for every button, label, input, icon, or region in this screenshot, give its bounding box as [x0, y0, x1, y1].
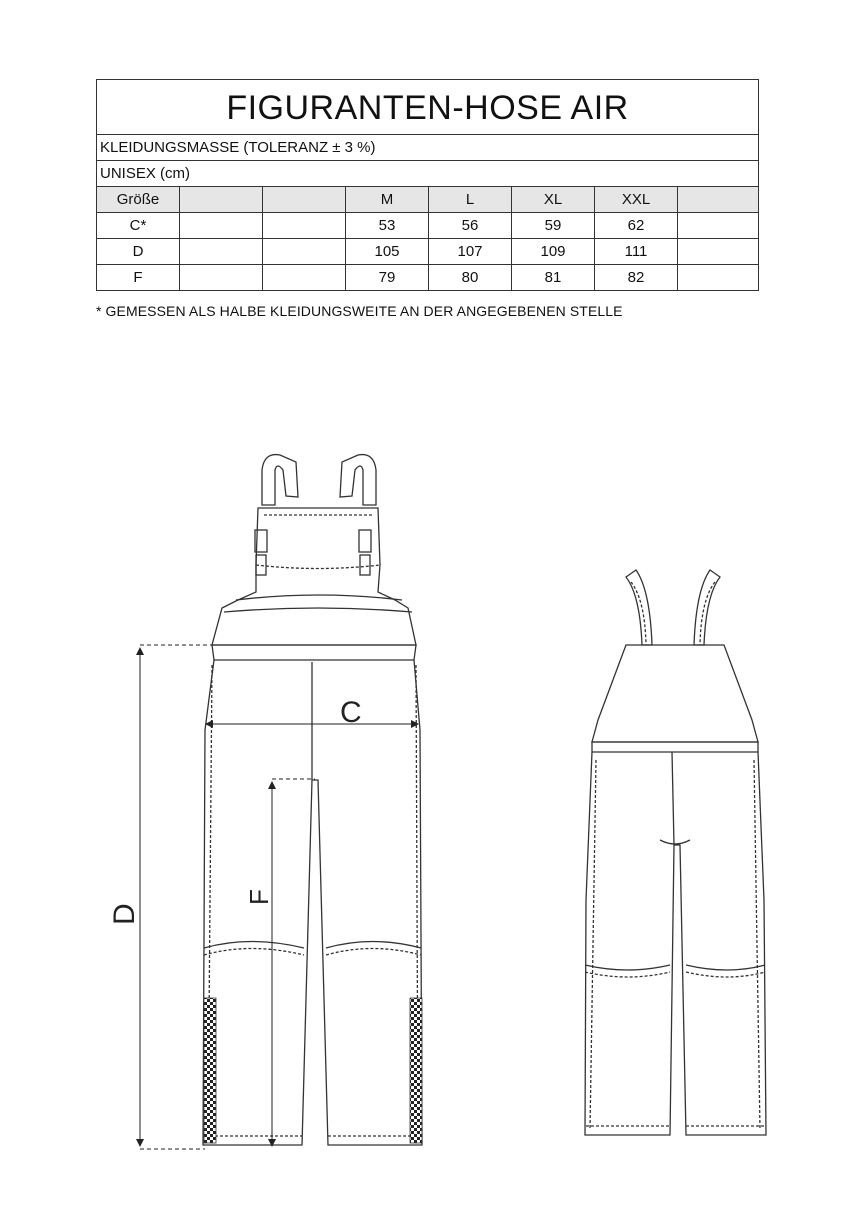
- knee-panels: [204, 942, 421, 949]
- front-view-overalls: [203, 455, 422, 1145]
- label-f: F: [244, 889, 274, 905]
- left-reflective-strip: [204, 998, 216, 1143]
- table-cell: 53: [346, 213, 429, 239]
- header-cell: XXL: [595, 187, 678, 213]
- dimension-lines: [140, 645, 418, 1149]
- header-cell: L: [429, 187, 512, 213]
- table-cell: 56: [429, 213, 512, 239]
- header-cell: M: [346, 187, 429, 213]
- right-reflective-strip: [410, 998, 422, 1143]
- table-cell: 81: [512, 265, 595, 291]
- left-strap: [262, 455, 298, 505]
- waistband: [212, 645, 416, 660]
- row-label: D: [97, 239, 180, 265]
- table-cell: 107: [429, 239, 512, 265]
- back-legs: [585, 752, 766, 1135]
- tolerance-line: KLEIDUNGSMASSE (TOLERANZ ± 3 %): [97, 135, 759, 161]
- bib-panel: [212, 508, 416, 645]
- back-straps: [626, 570, 720, 645]
- table-cell: 82: [595, 265, 678, 291]
- table-cell: 105: [346, 239, 429, 265]
- back-bib: [592, 645, 758, 742]
- header-cell: Größe: [97, 187, 180, 213]
- table-cell: 59: [512, 213, 595, 239]
- right-strap: [340, 455, 376, 505]
- table-cell: 79: [346, 265, 429, 291]
- unit-line: UNISEX (cm): [97, 161, 759, 187]
- row-label: C*: [97, 213, 180, 239]
- header-cell: XL: [512, 187, 595, 213]
- right-buckle: [359, 530, 371, 552]
- back-view-overalls: [585, 570, 766, 1135]
- row-label: F: [97, 265, 180, 291]
- table-cell: 62: [595, 213, 678, 239]
- footnote: * GEMESSEN ALS HALBE KLEIDUNGSWEITE AN DER ANGEGEBENEN STELLE: [96, 303, 623, 319]
- label-d: D: [108, 903, 141, 925]
- table-cell: 109: [512, 239, 595, 265]
- table-cell: 80: [429, 265, 512, 291]
- chart-title: FIGURANTEN-HOSE AIR: [97, 80, 759, 135]
- label-c: C: [340, 696, 362, 729]
- table-cell: 111: [595, 239, 678, 265]
